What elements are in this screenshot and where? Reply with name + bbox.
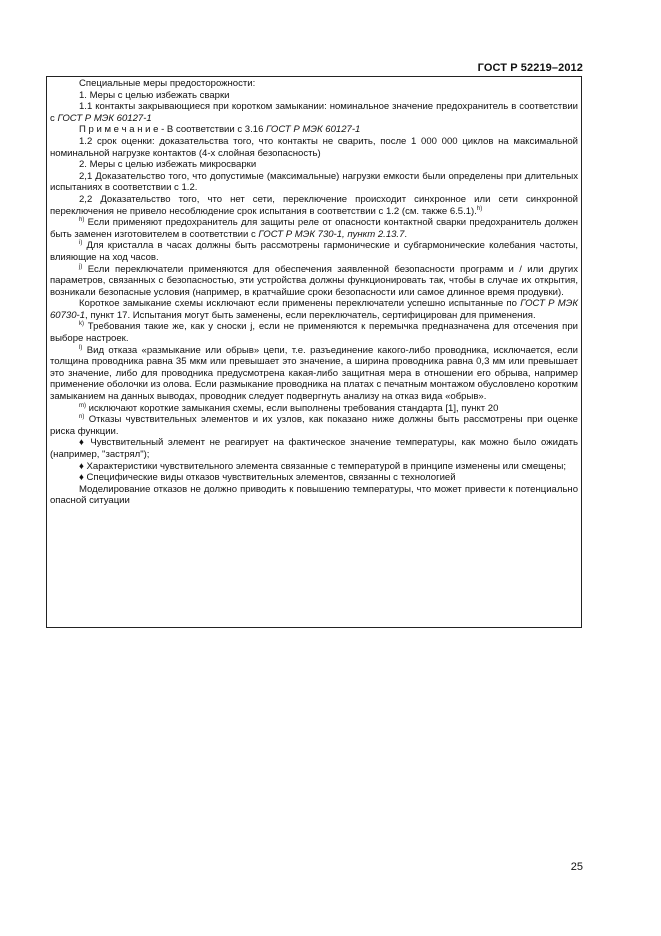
paragraph bbox=[50, 472, 578, 484]
paragraph-text: П р и м е ч а н и е - В соответствии с 3.16 bbox=[79, 124, 267, 136]
standard-reference: ГОСТ Р МЭК 60127-1 bbox=[57, 112, 152, 124]
paragraph-text: Короткое замыкание схемы исключают если применены переключатели успешно испытанные по bbox=[79, 298, 521, 310]
paragraph-text: Отказы чувствительных элементов и их узлов, как показано ниже должны быть рассмотрены при оценке риска функции. bbox=[50, 414, 578, 437]
paragraph bbox=[50, 217, 578, 240]
notes-body bbox=[50, 78, 578, 507]
paragraph bbox=[50, 264, 578, 299]
footnote-marker: h) bbox=[476, 205, 483, 212]
paragraph bbox=[50, 298, 578, 321]
paragraph-text: 1. Меры с целью избежать сварки bbox=[79, 89, 230, 101]
paragraph-text: Если переключатели применяются для обеспечения заявленной безопасности программ и / или других параметров, связанных с безопасностью, эти устройства должны функционировать так, чтобы в случае их открытия, возникали безопасные условия (например, в кратчайшие сроки безопасности или самое длинное время продувки). bbox=[50, 263, 578, 298]
paragraph-text: Моделирование отказов не должно приводить к повышению температуры, что может привести к потенциально опасной ситуации bbox=[50, 483, 578, 507]
paragraph-text-tail: , пункт 17. Испытания могут быть заменены, если переключатель, сертифицирован для применения. bbox=[85, 309, 536, 321]
paragraph bbox=[50, 461, 578, 473]
footnote-marker: n) bbox=[79, 414, 85, 421]
footnote-marker: i) bbox=[79, 240, 83, 247]
footnote-marker: m) bbox=[79, 402, 86, 409]
paragraph-text: 1.2 срок оценки: доказательства того, что контакты не сварить, после 1 000 000 циклов на максимальной номинальной нагрузке контактов (4-х слойная безопасность) bbox=[50, 135, 578, 159]
standard-reference: ГОСТ Р МЭК 60730-1 bbox=[50, 298, 578, 321]
paragraph-text: 2,1 Доказательство того, что допустимые (максимальные) нагрузки емкости были определены при длительных испытаниях в соответствии с 1.2. bbox=[50, 170, 578, 194]
document-header: ГОСТ Р 52219–2012 bbox=[477, 62, 583, 74]
standard-reference: ГОСТ Р МЭК 60127-1 bbox=[266, 124, 361, 136]
paragraph bbox=[50, 194, 578, 217]
paragraph-text: Требования такие же, как у сноски j, если не применяются к перемычка предназначена для отсечения при выборе настроек. bbox=[50, 321, 578, 345]
paragraph-text: Специальные меры предосторожности: bbox=[79, 78, 256, 89]
paragraph-text: ♦ Характеристики чувствительного элемента связанные с температурой в принципе изменены или смещены; bbox=[79, 460, 566, 472]
paragraph-text: Вид отказа «размыкание или обрыв» цепи, т.е. разъединение какого-либо проводника, исключается, если толщина проводника равна 35 мкм или превышает это значение, а ширина проводника равна 0,3 мм или превышает это значение, либо для проводника предусмотрена какая-либо защитная мера в отношении его обрыва, например применение оболочки из олова. Если размыкание проводника на платах с печатным монтажом обусловлено коротким замыканием на данных выводах, проводник следует подвергнуть анализу на отказ вида «обрыв». bbox=[50, 344, 578, 403]
paragraph-text: 1.1 контакты закрывающиеся при коротком замыкании: номинальное значение предохранитель в соответствии с bbox=[50, 101, 578, 124]
paragraph-text: ♦ Чувствительный элемент не реагирует на фактическое значение температуры, как можно было ожидать (например, "застрял"); bbox=[50, 437, 578, 460]
standard-reference: ГОСТ Р МЭК 730-1, пункт 2.13.7 bbox=[258, 228, 405, 240]
paragraph bbox=[50, 403, 578, 415]
paragraph-text: исключают короткие замыкания схемы, если выполнены требования стандарта [1], пункт 20 bbox=[86, 402, 499, 414]
paragraph-text-tail: . bbox=[404, 228, 408, 240]
paragraph bbox=[50, 321, 578, 344]
paragraph bbox=[50, 171, 578, 194]
paragraph bbox=[50, 345, 578, 403]
footnote-marker: l) bbox=[79, 344, 83, 351]
paragraph-text: 2,2 Доказательство того, что нет сети, переключение происходит синхронное или сети синхронной переключения не привело несоблюдение срок испытания в соответствии с 1.2 (см. также 6.5.1). bbox=[50, 193, 578, 217]
paragraph bbox=[50, 124, 578, 136]
paragraph bbox=[50, 90, 578, 102]
paragraph-text: Если применяют предохранитель для защиты реле от опасности контактной сварки предохранитель должен быть заменен изготовителем в соответствии с bbox=[50, 217, 578, 240]
paragraph-text: 2. Меры с целью избежать микросварки bbox=[79, 159, 257, 171]
note-table-frame bbox=[46, 76, 582, 628]
paragraph bbox=[50, 78, 578, 90]
footnote-marker: h) bbox=[79, 217, 85, 224]
paragraph bbox=[50, 437, 578, 460]
paragraph bbox=[50, 414, 578, 437]
page-number: 25 bbox=[570, 861, 583, 873]
paragraph bbox=[50, 240, 578, 263]
footnote-marker: j) bbox=[79, 263, 83, 270]
footnote-marker: k) bbox=[79, 321, 84, 328]
paragraph-text: Для кристалла в часах должны быть рассмотрены гармонические и субгармонические колебания частоты, влияющие на ход часов. bbox=[50, 240, 578, 263]
paragraph-text: ♦ Специфические виды отказов чувствительных элементов, связанны с технологией bbox=[79, 472, 456, 484]
paragraph bbox=[50, 101, 578, 124]
paragraph bbox=[50, 136, 578, 159]
paragraph bbox=[50, 159, 578, 171]
paragraph bbox=[50, 484, 578, 507]
